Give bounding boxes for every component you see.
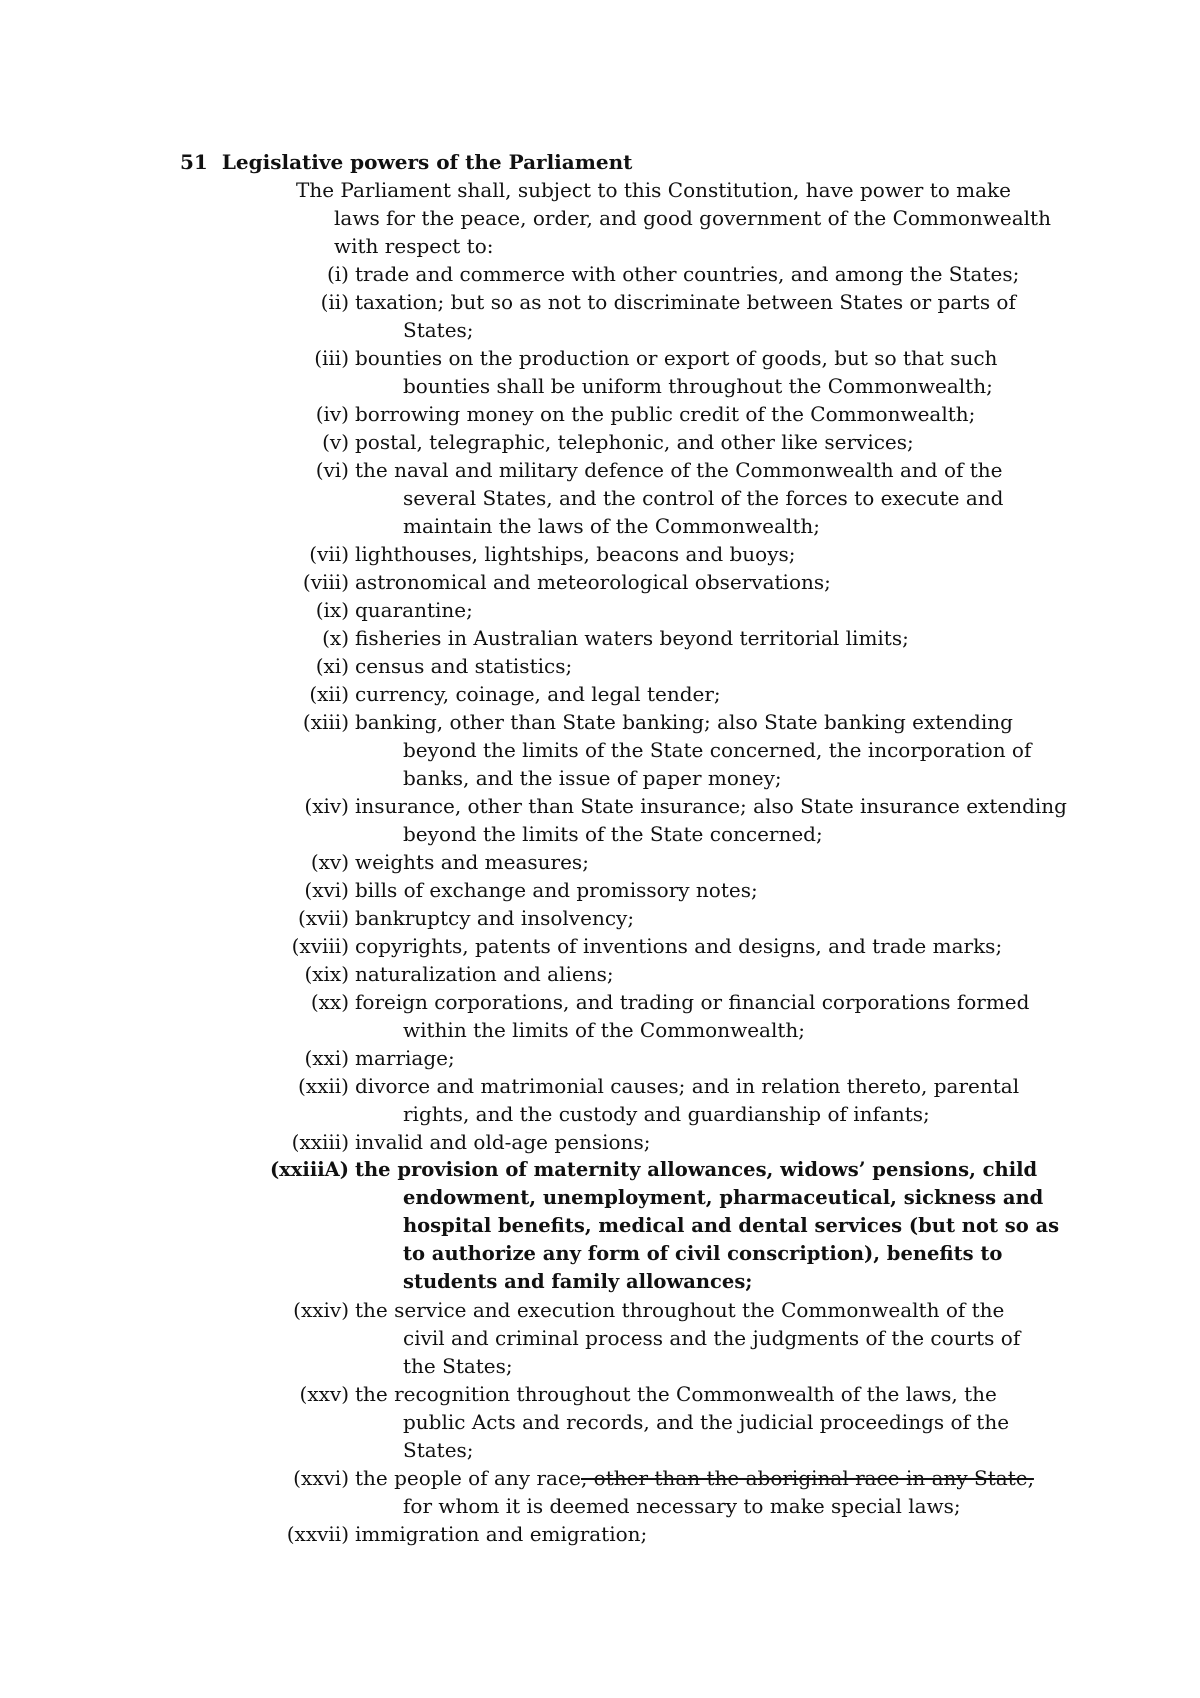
item-line-text: insurance, other than State insurance; also State insurance extending [355, 794, 1067, 818]
item-line-text: bounties shall be uniform throughout the Commonwealth; [403, 374, 993, 398]
item-line-text: beyond the limits of the State concerned, the incorporation of [403, 738, 1032, 762]
list-item [0, 904, 1200, 932]
item-line [355, 1380, 1055, 1408]
item-line-text: the provision of maternity allowances, widows’ pensions, child [355, 1158, 1038, 1181]
item-label: (xii) [309, 682, 349, 706]
item-line-text: postal, telegraphic, telephonic, and other like services; [355, 430, 914, 454]
item-line-text: civil and criminal process and the judgments of the courts of [403, 1326, 1021, 1350]
item-line-text: borrowing money on the public credit of the Commonwealth; [355, 402, 976, 426]
section-intro [296, 176, 1056, 260]
item-line [355, 652, 1055, 680]
item-line-text: marriage; [355, 1046, 455, 1070]
list-item [0, 428, 1200, 456]
intro-line: The Parliament shall, subject to this Constitution, have power to make [296, 178, 1011, 202]
list-item [0, 652, 1200, 680]
item-line-text: rights, and the custody and guardianship of infants; [403, 1102, 930, 1126]
item-text [355, 652, 1055, 680]
list-item [0, 792, 1200, 848]
item-text [355, 1520, 1055, 1548]
item-label: (xxiiiA) [269, 1158, 349, 1181]
item-text [355, 792, 1067, 848]
item-line [355, 316, 1055, 344]
item-label: (x) [322, 626, 349, 650]
list-item [0, 988, 1200, 1044]
item-line [355, 960, 1055, 988]
list-item [0, 400, 1200, 428]
list-item [0, 1128, 1200, 1156]
item-line-text: public Acts and records, and the judicial proceedings of the [403, 1410, 1010, 1434]
item-line [355, 372, 1055, 400]
item-label: (xix) [304, 962, 349, 986]
list-item [0, 288, 1200, 344]
item-text [355, 848, 1055, 876]
item-line [355, 512, 1055, 540]
list-item [0, 680, 1200, 708]
item-text [355, 596, 1055, 624]
item-line [355, 820, 1055, 848]
item-label: (xiv) [304, 794, 349, 818]
item-line [355, 596, 1055, 624]
item-line [355, 1464, 1055, 1492]
item-line [355, 680, 1055, 708]
item-line-text: quarantine; [355, 598, 473, 622]
item-line [355, 1212, 1060, 1240]
item-line [355, 456, 1055, 484]
list-item [0, 1296, 1200, 1380]
item-line [355, 288, 1055, 316]
item-text [355, 456, 1055, 540]
list-item [0, 456, 1200, 540]
item-line-text: the States; [403, 1354, 513, 1378]
item-text [355, 960, 1055, 988]
list-item [0, 876, 1200, 904]
item-text [355, 400, 1055, 428]
list-item [0, 1520, 1200, 1548]
item-line [355, 1324, 1055, 1352]
item-text [355, 288, 1055, 344]
item-line [355, 876, 1055, 904]
item-text [355, 1380, 1055, 1464]
item-line-text: census and statistics; [355, 654, 573, 678]
item-line [355, 1436, 1055, 1464]
item-line-text: banks, and the issue of paper money; [403, 766, 782, 790]
list-item [0, 624, 1200, 652]
item-line-text: divorce and matrimonial causes; and in relation thereto, parental [355, 1074, 1020, 1098]
item-line [355, 1520, 1055, 1548]
item-label: (xvi) [304, 878, 349, 902]
item-line [355, 1156, 1055, 1184]
item-label: (xvii) [298, 906, 349, 930]
item-line [355, 568, 1055, 596]
item-text [355, 876, 1055, 904]
item-line-text: lighthouses, lightships, beacons and buoys; [355, 542, 796, 566]
item-label: (iv) [315, 402, 349, 426]
item-text [355, 260, 1055, 288]
list-item [0, 932, 1200, 960]
section-number: 51 [180, 150, 208, 174]
list-item [0, 540, 1200, 568]
item-line [355, 1184, 1055, 1212]
item-line [355, 1492, 1055, 1520]
intro-line: laws for the peace, order, and good government of the Commonwealth [334, 206, 1051, 230]
item-line [355, 344, 1055, 372]
item-line [355, 1268, 1055, 1296]
section-heading [180, 148, 632, 176]
item-line [355, 260, 1055, 288]
item-text [355, 1156, 1060, 1296]
item-line-text: copyrights, patents of inventions and designs, and trade marks; [355, 934, 1003, 958]
section-title: Legislative powers of the Parliament [221, 150, 633, 174]
item-line [355, 484, 1055, 512]
item-text [355, 904, 1055, 932]
item-line-text: taxation; but so as not to discriminate between States or parts of [355, 290, 1016, 314]
powers-list [0, 260, 1200, 1548]
item-line-text: students and family allowances; [403, 1270, 753, 1293]
list-item [0, 1044, 1200, 1072]
item-line [355, 428, 1055, 456]
item-line-text: States; [403, 1438, 474, 1462]
item-line-text: hospital benefits, medical and dental services (but not so as [403, 1214, 1060, 1237]
item-label: (xxiv) [293, 1298, 349, 1322]
item-line [355, 988, 1055, 1016]
item-line [355, 400, 1055, 428]
item-line [355, 764, 1055, 792]
item-line [355, 1100, 1055, 1128]
item-line-text: bankruptcy and insolvency; [355, 906, 635, 930]
item-line [355, 792, 1067, 820]
item-label: (i) [326, 262, 349, 286]
item-label: (xx) [310, 990, 349, 1014]
list-item [0, 708, 1200, 792]
item-label: (xi) [315, 654, 349, 678]
item-line [355, 904, 1055, 932]
item-text [355, 1044, 1055, 1072]
item-text [355, 1128, 1055, 1156]
item-line-text: beyond the limits of the State concerned; [403, 822, 823, 846]
item-label: (iii) [314, 346, 349, 370]
item-text [355, 1072, 1055, 1128]
item-line [355, 1296, 1055, 1324]
item-line-text: fisheries in Australian waters beyond territorial limits; [355, 626, 909, 650]
item-line [355, 1128, 1055, 1156]
item-line-text: for whom it is deemed necessary to make special laws; [403, 1494, 961, 1518]
item-label: (vi) [315, 458, 349, 482]
item-text [355, 344, 1055, 400]
item-text [355, 708, 1055, 792]
item-line [355, 708, 1055, 736]
list-item [0, 568, 1200, 596]
struck-text: , other than the aboriginal race in any State, [580, 1466, 1034, 1490]
list-item [0, 260, 1200, 288]
item-line-text: endowment, unemployment, pharmaceutical, sickness and [403, 1186, 1044, 1209]
item-label: (vii) [309, 542, 349, 566]
item-line [355, 1352, 1055, 1380]
item-label: (xxv) [299, 1382, 349, 1406]
item-label: (ii) [320, 290, 349, 314]
item-text [355, 1464, 1055, 1520]
item-line [355, 1408, 1055, 1436]
item-text [355, 988, 1055, 1044]
item-line [355, 932, 1055, 960]
item-line-text: to authorize any form of civil conscription), benefits to [403, 1242, 1003, 1265]
item-line-text: several States, and the control of the forces to execute and [403, 486, 1004, 510]
item-line-text: the people of any race [355, 1466, 581, 1490]
list-item [0, 1464, 1200, 1520]
item-line-text: trade and commerce with other countries, and among the States; [355, 262, 1020, 286]
item-line [355, 624, 1055, 652]
item-label: (xxiii) [291, 1130, 349, 1154]
item-label: (viii) [302, 570, 349, 594]
item-label: (xiii) [302, 710, 349, 734]
item-line-text: weights and measures; [355, 850, 589, 874]
item-line [355, 1044, 1055, 1072]
item-label: (xxvi) [293, 1466, 349, 1490]
item-line-text: maintain the laws of the Commonwealth; [403, 514, 820, 538]
list-item [0, 1072, 1200, 1128]
item-label: (ix) [315, 598, 349, 622]
item-text [355, 680, 1055, 708]
item-text [355, 1296, 1055, 1380]
list-item [0, 960, 1200, 988]
item-line [355, 736, 1055, 764]
item-line-text: bills of exchange and promissory notes; [355, 878, 758, 902]
item-label: (v) [322, 430, 349, 454]
item-text [355, 540, 1055, 568]
item-line [355, 848, 1055, 876]
item-line-text: immigration and emigration; [355, 1522, 648, 1546]
item-line-text: the service and execution throughout the Commonwealth of the [355, 1298, 1005, 1322]
item-line [355, 1016, 1055, 1044]
item-line-text: States; [403, 318, 474, 342]
item-line-text: currency, coinage, and legal tender; [355, 682, 721, 706]
item-text [355, 932, 1055, 960]
item-text [355, 624, 1055, 652]
item-line [355, 540, 1055, 568]
list-item [0, 344, 1200, 400]
item-label: (xxii) [298, 1074, 349, 1098]
item-line [355, 1072, 1055, 1100]
item-text [355, 428, 1055, 456]
item-label: (xxvii) [286, 1522, 349, 1546]
intro-line: with respect to: [334, 234, 494, 258]
list-item [0, 1156, 1200, 1296]
item-line-text: within the limits of the Commonwealth; [403, 1018, 806, 1042]
item-line [355, 1240, 1055, 1268]
item-line-text: the naval and military defence of the Commonwealth and of the [355, 458, 1003, 482]
item-label: (xviii) [291, 934, 349, 958]
item-line-text: naturalization and aliens; [355, 962, 614, 986]
item-line-text: foreign corporations, and trading or financial corporations formed [355, 990, 1030, 1014]
item-line-text: invalid and old-age pensions; [355, 1130, 651, 1154]
item-text [355, 568, 1055, 596]
item-line-text: the recognition throughout the Commonwealth of the laws, the [355, 1382, 997, 1406]
item-label: (xv) [310, 850, 349, 874]
item-line-text: astronomical and meteorological observations; [355, 570, 831, 594]
item-line-text: banking, other than State banking; also State banking extending [355, 710, 1013, 734]
list-item [0, 1380, 1200, 1464]
item-label: (xxi) [304, 1046, 349, 1070]
item-line-text: bounties on the production or export of goods, but so that such [355, 346, 998, 370]
list-item [0, 848, 1200, 876]
list-item [0, 596, 1200, 624]
